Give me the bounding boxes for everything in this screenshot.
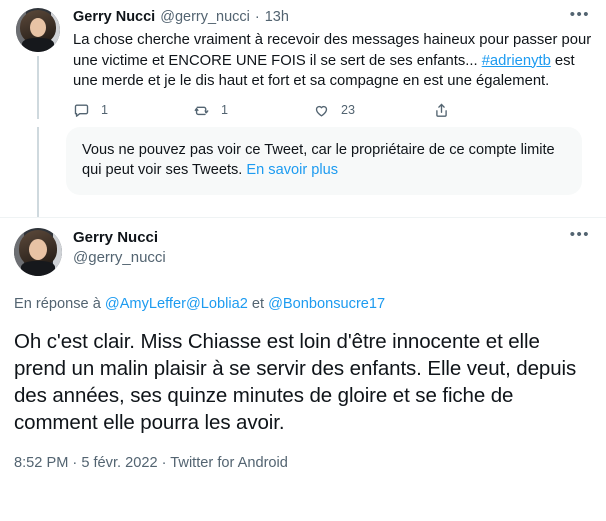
tweet-header-focused — [14, 225, 592, 276]
more-options-icon-focused[interactable]: ••• — [569, 225, 590, 243]
tweet-text-focused: Oh c'est clair. Miss Chiasse est loin d'être innocente et elle prend un malin plaisir à se servir des enfants. Elle veut, depuis des années, ses quinze minutes de gloire et se fiche de comment elle pourra les avoir. — [14, 329, 577, 434]
reply-mention-1[interactable]: @AmyLeffer — [104, 295, 186, 312]
like-count: 23 — [341, 103, 356, 117]
tweet-metadata[interactable]: 8:52 PM · 5 févr. 2022 · Twitter for Android — [14, 454, 288, 471]
author-display-name[interactable]: Gerry Nucci — [73, 9, 156, 25]
tweet-content-first — [62, 8, 592, 119]
notice-text: Vous ne pouvez pas voir ce Tweet, car le propriétaire de ce compte limite qui peut voir ses Tweets. — [82, 141, 555, 178]
reply-prefix: En réponse à — [14, 295, 105, 312]
restricted-tweet-notice — [66, 127, 582, 195]
avatar-focused[interactable] — [14, 228, 62, 276]
heart-icon — [313, 102, 330, 119]
thread-connector-line — [37, 56, 39, 119]
retweet-count: 1 — [221, 103, 229, 117]
reply-mention-2[interactable]: @Loblia2 — [185, 295, 248, 312]
avatar-face — [30, 18, 46, 37]
tweet-text-segment-1: La chose cherche vraiment à recevoir des messages haineux pour passer pour une victime et ENCORE UNE FOIS il se sert de ses enfants... — [73, 32, 592, 69]
reply-count: 1 — [101, 103, 109, 117]
thread-connector-line-3 — [37, 195, 39, 217]
gap-gutter — [14, 195, 62, 217]
tweet-text-first — [73, 30, 592, 92]
tweet-header-first — [73, 8, 592, 26]
hashtag-link[interactable]: #adrienytb — [481, 52, 551, 69]
learn-more-link[interactable]: En savoir plus — [246, 162, 339, 178]
thread-connector-line-2 — [37, 127, 39, 195]
like-button[interactable] — [313, 102, 433, 119]
author-display-name-focused[interactable]: Gerry Nucci — [73, 228, 159, 246]
avatar[interactable] — [16, 8, 60, 52]
share-icon — [433, 102, 450, 119]
more-options-icon[interactable]: ••• — [569, 6, 590, 23]
reply-context — [14, 294, 592, 314]
reply-conjunction: et — [247, 295, 269, 312]
restricted-tweet-notice-row — [0, 119, 606, 195]
author-handle[interactable]: @gerry_nucci — [160, 9, 250, 25]
separator-dot: · — [254, 9, 260, 25]
avatar-focused-face — [29, 239, 47, 260]
author-names-focused — [62, 228, 166, 268]
reply-button[interactable] — [73, 102, 193, 119]
reply-icon — [73, 102, 90, 119]
avatar-column — [14, 8, 62, 119]
tweet-text-segment-2: est une merde et je le dis haut et fort et sa compagne en est une également. — [73, 52, 575, 89]
share-button[interactable] — [433, 102, 461, 119]
author-handle-focused[interactable]: @gerry_nucci — [73, 248, 166, 266]
tweet-actions-first — [73, 102, 543, 119]
reply-mention-3[interactable]: @Bonbonsucre17 — [268, 295, 386, 312]
retweet-button[interactable] — [193, 102, 313, 119]
tweet-item-first[interactable] — [0, 0, 606, 119]
tweet-item-focused — [0, 218, 606, 473]
notice-gutter — [14, 127, 62, 195]
thread-gap — [0, 195, 606, 217]
retweet-icon — [193, 102, 210, 119]
avatar-focused-body — [21, 261, 55, 276]
avatar-body — [22, 38, 54, 52]
tweet-timestamp[interactable]: 13h — [264, 9, 289, 25]
